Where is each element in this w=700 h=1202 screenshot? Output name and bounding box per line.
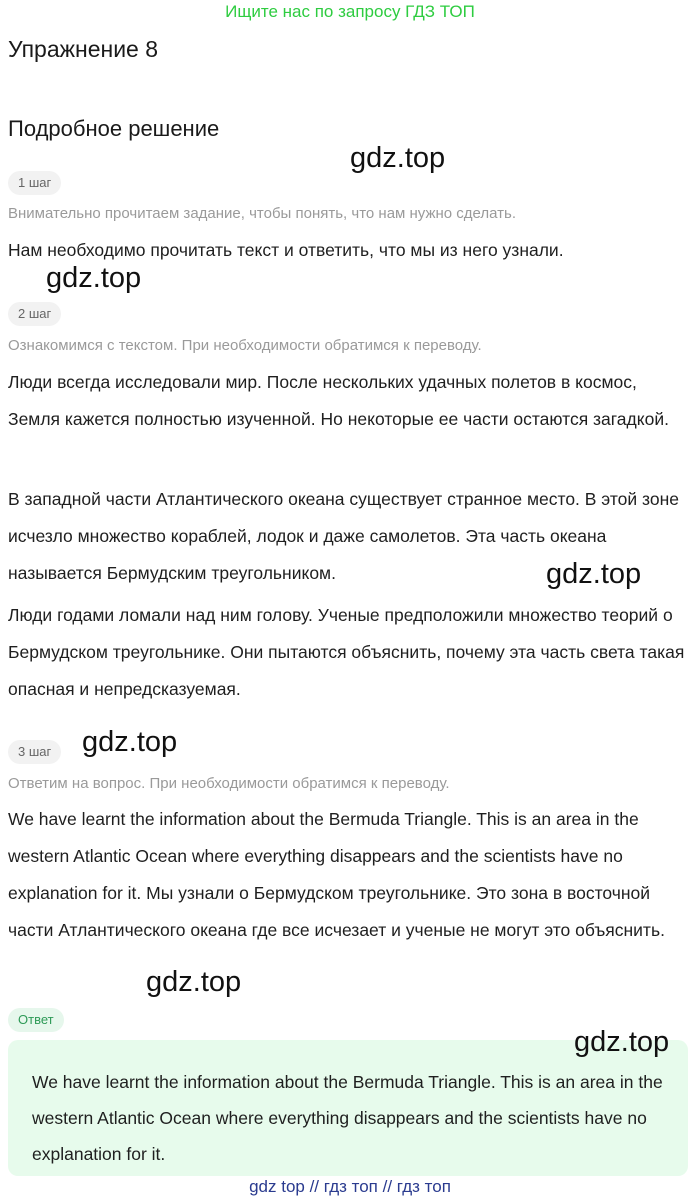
step-1-hint: Внимательно прочитаем задание, чтобы понять, что нам нужно сделать. [8, 205, 517, 222]
step-2-paragraph-3: Люди годами ломали над ним голову. Ученые предположили множество теорий о Бермудском треугольнике. Они пытаются объяснить, почему эта часть света такая опасная и непредсказуемая. [8, 605, 685, 699]
answer-badge: Ответ [8, 1008, 64, 1032]
watermark: gdz.top [82, 726, 178, 758]
section-title: Подробное решение [8, 116, 220, 141]
step-1-paragraph: Нам необходимо прочитать текст и ответить, что мы из него узнали. [8, 240, 564, 260]
watermark: gdz.top [350, 142, 446, 174]
exercise-title: Упражнение 8 [8, 36, 159, 62]
step-3-paragraph: We have learnt the information about the Bermuda Triangle. This is an area in the western Atlantic Ocean where everything disappears and the scientists have no explanation for it. Мы узнали о Бермудском треугольнике. Это зона в восточной части Атлантического океана где все исчезает и ученые не могут это объяснить. [8, 809, 665, 940]
watermark: gdz.top [546, 558, 642, 590]
step-2-hint: Ознакомимся с текстом. При необходимости обратимся к переводу. [8, 337, 482, 354]
footer-links: gdz top // гдз топ // гдз топ [249, 1177, 451, 1196]
step-3-badge: 3 шаг [8, 740, 61, 764]
step-3-hint: Ответим на вопрос. При необходимости обратимся к переводу. [8, 775, 450, 792]
step-1-badge: 1 шаг [8, 171, 61, 195]
step-2-badge: 2 шаг [8, 302, 61, 326]
watermark: gdz.top [46, 262, 142, 294]
watermark: gdz.top [146, 966, 242, 998]
watermark: gdz.top [574, 1026, 670, 1058]
answer-box [8, 1040, 688, 1176]
step-2-paragraph-2: В западной части Атлантического океана существует странное место. В этой зоне исчезло множество кораблей, лодок и даже самолетов. Эта часть океана называется Бермудским треугольником. [8, 489, 679, 583]
answer-text: We have learnt the information about the Bermuda Triangle. This is an area in the western Atlantic Ocean where everything disappears and the scientists have no explanation for it. [32, 1072, 663, 1164]
step-2-paragraph-1: Люди всегда исследовали мир. После нескольких удачных полетов в космос, Земля кажется полностью изученной. Но некоторые ее части остаются загадкой. [8, 372, 669, 429]
search-banner: Ищите нас по запросу ГДЗ ТОП [225, 2, 475, 21]
